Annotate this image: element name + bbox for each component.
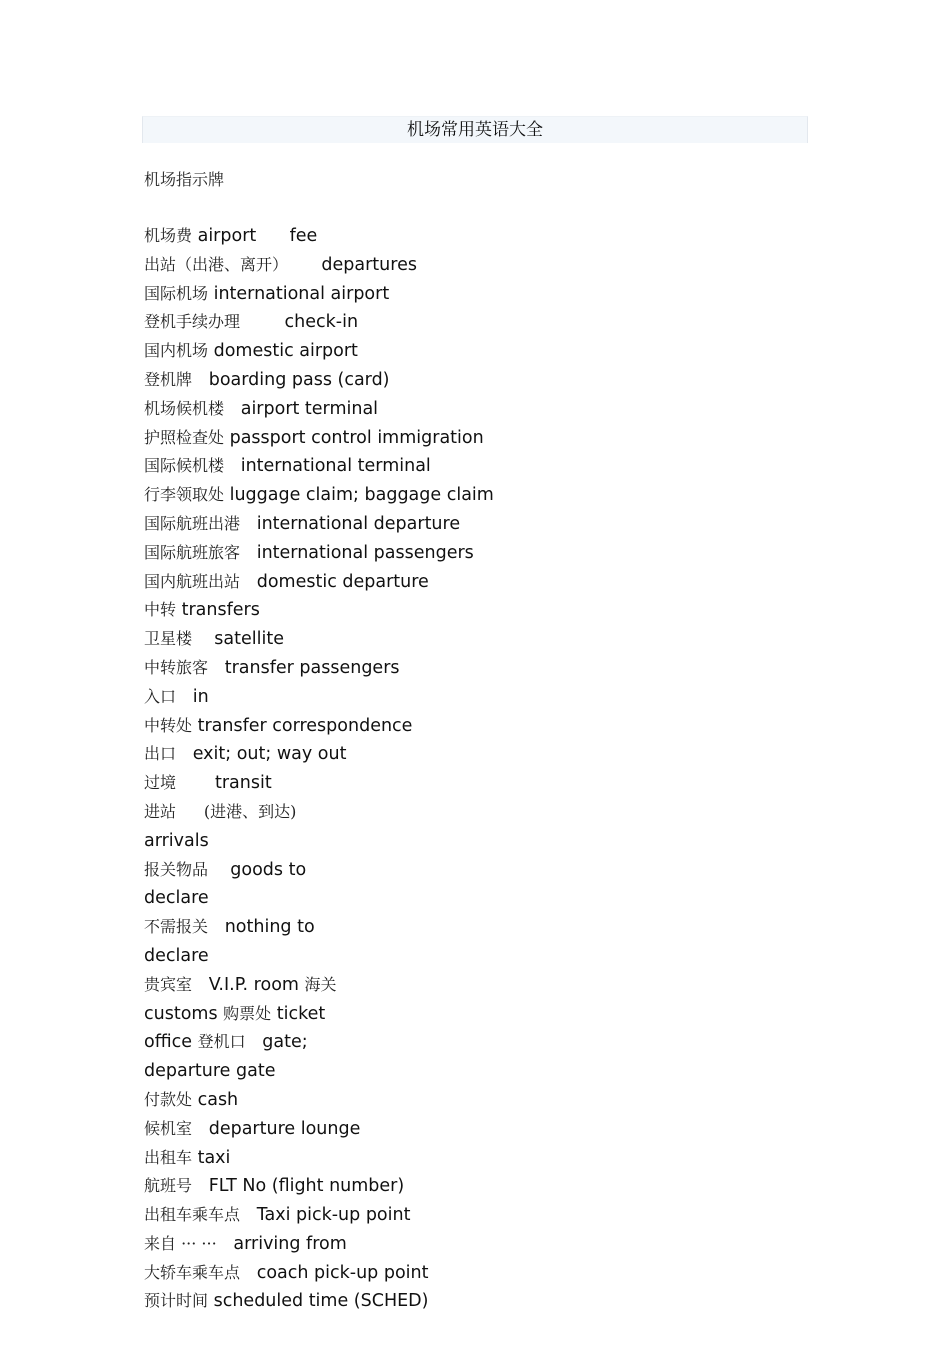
chinese-term: 机场费 [144, 226, 193, 245]
english-term: arrivals [144, 830, 209, 851]
vocabulary-line [144, 1287, 784, 1316]
chinese-term: 入口 [144, 686, 177, 706]
vocabulary-line [144, 452, 784, 481]
english-term: taxi [197, 1147, 231, 1168]
chinese-term: 中转 [144, 600, 177, 620]
vocabulary-line [144, 481, 784, 510]
english-term: goods to [230, 859, 307, 880]
vocabulary-line [144, 1115, 784, 1144]
english-term: international terminal [240, 456, 431, 477]
spacer [176, 687, 193, 707]
english-term: satellite [214, 629, 284, 650]
spacer [224, 456, 241, 476]
english-term: coach pick-up point [256, 1262, 429, 1283]
vocabulary-line [144, 308, 784, 337]
english-term: departures [321, 254, 417, 275]
vocabulary-line [144, 827, 784, 856]
spacer [192, 1119, 209, 1139]
vocabulary-line [144, 222, 784, 251]
chinese-term: 购票处 [223, 1003, 272, 1023]
chinese-term: 国际机场 [144, 283, 209, 303]
vocabulary-line [144, 1259, 784, 1288]
chinese-term: 登机手续办理 [144, 312, 241, 332]
english-term: Taxi pick-up point [256, 1205, 411, 1226]
chinese-term: 出租车乘车点 [144, 1205, 241, 1225]
english-term: departure lounge [208, 1118, 361, 1139]
english-term: cash [197, 1089, 239, 1110]
chinese-term: 航班号 [144, 1176, 193, 1196]
english-term: transfer correspondence [197, 715, 413, 736]
vocabulary-line [144, 1086, 784, 1115]
vocabulary-line [144, 913, 784, 942]
vocabulary-line [144, 683, 784, 712]
english-term: airport fee [197, 226, 318, 246]
english-term: international passengers [256, 542, 474, 563]
spacer [288, 255, 321, 275]
vocabulary-line [144, 1028, 784, 1057]
vocabulary-line [144, 740, 784, 769]
chinese-term: 进站 [144, 801, 177, 821]
vocabulary-line [144, 568, 784, 597]
vocabulary-line [144, 366, 784, 395]
spacer [192, 1176, 209, 1196]
chinese-term: 卫星楼 [144, 629, 193, 649]
vocabulary-line [144, 539, 784, 568]
chinese-term: 中转处 [144, 715, 193, 735]
chinese-term: 付款处 [144, 1089, 193, 1109]
chinese-term: 大轿车乘车点 [144, 1262, 241, 1282]
spacer [192, 629, 214, 649]
vocabulary-line [144, 251, 784, 280]
vocabulary-line [144, 1144, 784, 1173]
chinese-term: (进港、到达) [203, 801, 297, 821]
spacer [240, 312, 285, 332]
chinese-term: 来自 ··· ··· [144, 1233, 217, 1253]
vocabulary-line [144, 1172, 784, 1201]
chinese-term: 出站（出港、离开） [144, 254, 289, 274]
vocabulary-line [144, 337, 784, 366]
chinese-term: 过境 [144, 773, 177, 793]
vocabulary-line [144, 971, 784, 1000]
spacer [208, 917, 225, 937]
chinese-term: 行李领取处 [144, 485, 225, 505]
vocabulary-line [144, 942, 784, 971]
spacer [217, 1234, 234, 1254]
vocabulary-line [144, 769, 784, 798]
spacer [208, 658, 225, 678]
spacer [176, 802, 204, 822]
vocabulary-line [144, 625, 784, 654]
spacer [208, 860, 230, 880]
spacer [240, 1263, 257, 1283]
english-term: V.I.P. room [208, 974, 305, 995]
chinese-term: 国内机场 [144, 341, 209, 361]
chinese-term: 国内航班出站 [144, 571, 241, 591]
chinese-term: 贵宾室 [144, 974, 193, 994]
english-term: in [192, 686, 209, 707]
spacer [224, 399, 241, 419]
chinese-term: 中转旅客 [144, 657, 209, 677]
english-term: airport terminal [240, 398, 379, 419]
spacer [240, 514, 257, 534]
english-term: transfer passengers [224, 657, 400, 678]
section-heading: 机场指示牌 [144, 170, 225, 189]
chinese-term: 出口 [144, 744, 177, 764]
vocabulary-line [144, 510, 784, 539]
english-term: luggage claim; baggage claim [229, 485, 494, 506]
vocabulary-line [144, 654, 784, 683]
document-title: 机场常用英语大全 [142, 116, 808, 143]
english-term: nothing to [224, 917, 315, 938]
chinese-term: 登机牌 [144, 369, 193, 389]
chinese-term: 不需报关 [144, 917, 209, 937]
vocabulary-line [144, 856, 784, 885]
spacer [240, 1205, 257, 1225]
chinese-term: 报关物品 [144, 859, 209, 879]
chinese-term: 海关 [304, 974, 337, 994]
english-term: declare [144, 945, 209, 966]
chinese-term: 国际候机楼 [144, 456, 225, 476]
english-term: check-in [284, 312, 359, 333]
english-term: scheduled time (SCHED) [213, 1291, 429, 1312]
english-term: office [144, 1032, 198, 1053]
english-term: gate; [245, 1032, 308, 1053]
english-term: departure gate [144, 1061, 276, 1082]
english-term: arriving from [233, 1233, 347, 1254]
vocabulary-line [144, 280, 784, 309]
english-term: domestic airport [213, 341, 358, 362]
spacer [176, 744, 193, 764]
vocabulary-list [144, 222, 784, 1316]
chinese-term: 机场候机楼 [144, 398, 225, 418]
chinese-term: 国际航班旅客 [144, 542, 241, 562]
vocabulary-line [144, 798, 784, 827]
chinese-term: 登机口 [197, 1032, 246, 1052]
vocabulary-line [144, 1057, 784, 1086]
english-term: transfers [181, 600, 260, 621]
spacer [176, 773, 215, 793]
chinese-term: 国际航班出港 [144, 513, 241, 533]
english-term: declare [144, 888, 209, 909]
spacer [192, 370, 209, 390]
vocabulary-line [144, 395, 784, 424]
spacer [192, 975, 209, 995]
english-term: domestic departure [256, 571, 429, 592]
vocabulary-line [144, 1230, 784, 1259]
vocabulary-line [144, 884, 784, 913]
vocabulary-line [144, 596, 784, 625]
spacer [240, 572, 257, 592]
english-term: customs [144, 1003, 224, 1024]
chinese-term: 护照检查处 [144, 427, 225, 447]
english-term: transit [214, 773, 272, 794]
english-term: international airport [213, 283, 390, 304]
english-term: international departure [256, 513, 461, 534]
english-term: boarding pass (card) [208, 369, 390, 390]
vocabulary-line [144, 1000, 784, 1029]
vocabulary-line [144, 424, 784, 453]
chinese-term: 出租车 [144, 1147, 193, 1167]
english-term: exit; out; way out [192, 744, 347, 765]
chinese-term: 预计时间 [144, 1291, 209, 1311]
vocabulary-line [144, 1201, 784, 1230]
chinese-term: 候机室 [144, 1118, 193, 1138]
english-term: FLT No (flight number) [208, 1176, 405, 1197]
english-term: ticket [271, 1003, 326, 1024]
vocabulary-line [144, 712, 784, 741]
english-term: passport control immigration [229, 427, 484, 448]
spacer [240, 543, 257, 563]
